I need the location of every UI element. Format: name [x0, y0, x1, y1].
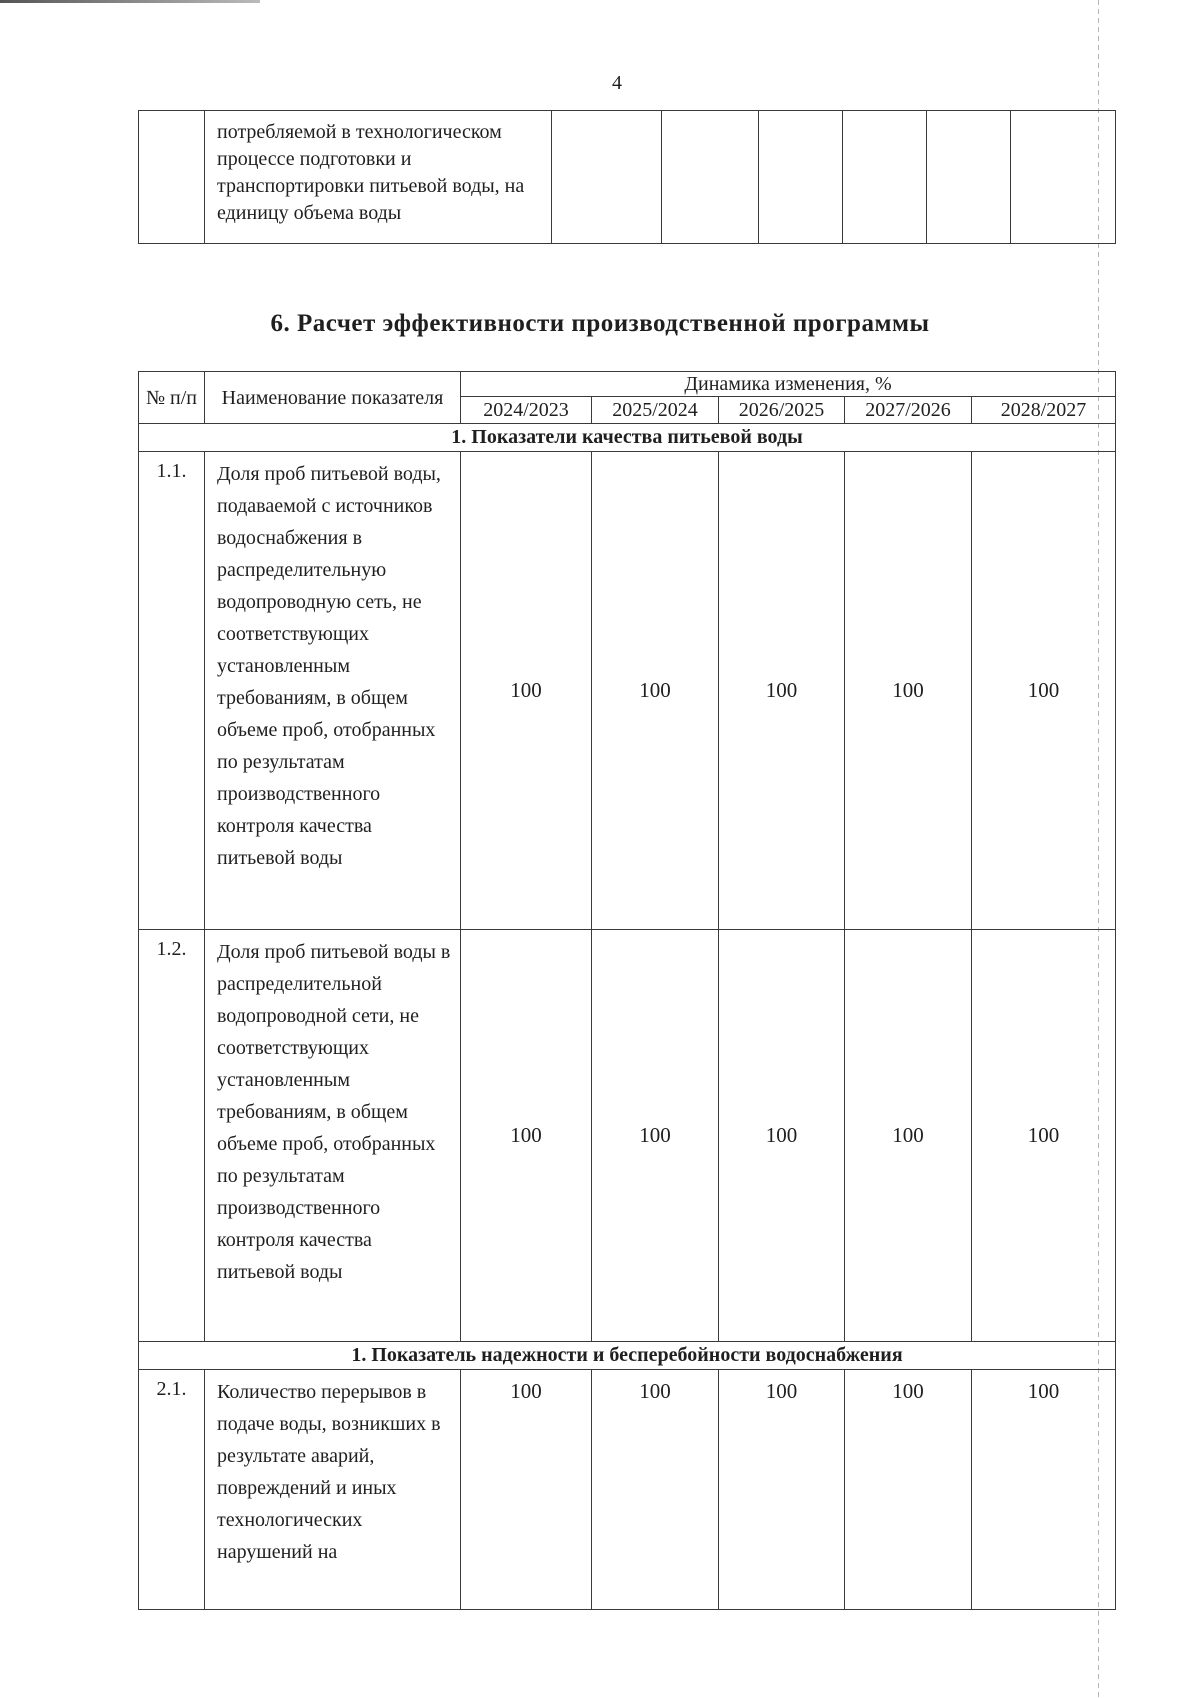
header-year: 2026/2025: [719, 397, 845, 424]
row-value: 100: [719, 930, 845, 1342]
row-number: 1.2.: [139, 930, 205, 1342]
efficiency-table: [138, 371, 1116, 1610]
row-value: 100: [592, 452, 719, 930]
row-value: 100: [972, 930, 1116, 1342]
header-dynamics: Динамика изменения, %: [461, 372, 1116, 397]
header-year: 2025/2024: [592, 397, 719, 424]
continuation-num-cell: [139, 111, 205, 244]
header-year: 2024/2023: [461, 397, 592, 424]
row-value: 100: [845, 930, 972, 1342]
row-value: 100: [719, 452, 845, 930]
row-name: Доля проб питьевой воды в распределительной водопроводной сети, не соответствующих установленным требованиям, в общем объеме проб, отобранных по результатам производственного контроля качества питьевой воды: [205, 930, 461, 1342]
table-row: [139, 1370, 1116, 1610]
continuation-empty-cell: [1011, 111, 1116, 244]
continuation-empty-cell: [927, 111, 1011, 244]
section-title: 6. Расчет эффективности производственной программы: [270, 310, 930, 337]
page-number: 4: [612, 72, 622, 94]
row-number: 2.1.: [139, 1370, 205, 1610]
row-value: 100: [845, 452, 972, 930]
continuation-row: [139, 111, 1116, 244]
group-title: 1. Показатели качества питьевой воды: [139, 424, 1116, 452]
row-value: 100: [461, 1370, 592, 1610]
continuation-empty-cell: [552, 111, 662, 244]
continuation-empty-cell: [843, 111, 927, 244]
header-row: [139, 372, 1116, 397]
continuation-empty-cell: [759, 111, 843, 244]
header-year: 2027/2026: [845, 397, 972, 424]
row-value: 100: [461, 452, 592, 930]
row-name: Количество перерывов в подаче воды, возникших в результате аварий, повреждений и иных технологических нарушений на: [205, 1370, 461, 1610]
table-row: [139, 452, 1116, 930]
header-name: Наименование показателя: [205, 372, 461, 424]
continuation-table: [138, 110, 1116, 244]
row-value: 100: [592, 930, 719, 1342]
group-row-reliability: [139, 1342, 1116, 1370]
row-value: 100: [972, 452, 1116, 930]
row-value: 100: [592, 1370, 719, 1610]
row-number: 1.1.: [139, 452, 205, 930]
table-row: [139, 930, 1116, 1342]
continuation-text: потребляемой в технологическом процессе подготовки и транспортировки питьевой воды, на единицу объема воды: [205, 111, 552, 244]
header-year: 2028/2027: [972, 397, 1116, 424]
continuation-empty-cell: [662, 111, 759, 244]
group-title: 1. Показатель надежности и бесперебойности водоснабжения: [139, 1342, 1116, 1370]
row-value: 100: [719, 1370, 845, 1610]
row-value: 100: [845, 1370, 972, 1610]
scan-edge-mark: [0, 0, 260, 3]
row-name: Доля проб питьевой воды, подаваемой с источников водоснабжения в распределительную водопроводную сеть, не соответствующих установленным требованиям, в общем объеме проб, отобранных по результатам производственного контроля качества питьевой воды: [205, 452, 461, 930]
row-value: 100: [972, 1370, 1116, 1610]
header-num: № п/п: [139, 372, 205, 424]
group-row-quality: [139, 424, 1116, 452]
row-value: 100: [461, 930, 592, 1342]
